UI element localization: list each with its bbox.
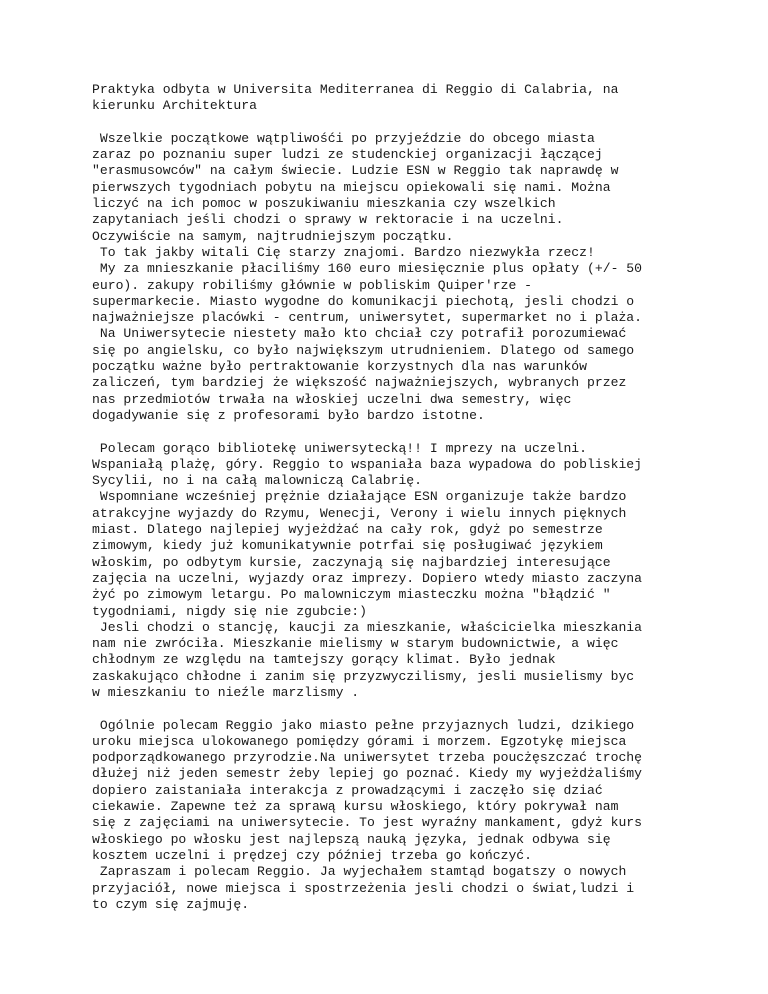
paragraph-gap bbox=[92, 424, 732, 440]
text-line: nam nie zwróciła. Mieszkanie mielismy w starym budownictwie, a więc bbox=[92, 636, 619, 652]
text-line: włoskim, po odbytym kursie, zaczynają się najbardziej interesujące bbox=[92, 554, 611, 570]
text-line: zimowym, kiedy już komunikatywnie potrfai się posługiwać językiem bbox=[92, 538, 603, 554]
text-line: to czym się zajmuję. bbox=[92, 896, 250, 912]
text-line: dogadywanie się z profesorami było bardzo istotne. bbox=[92, 407, 485, 423]
text-line: się z zajęciami na uniwersytecie. To jest wyraźny mankament, gdyż kurs bbox=[92, 815, 643, 831]
text-line: włoskiego po włosku jest najlepszą nauką języka, jednak odbywa się bbox=[92, 831, 611, 847]
text-line: Polecam gorąco bibliotekę uniwersytecką!! I mprezy na uczelni. bbox=[92, 440, 588, 456]
text-line: chłodnym ze względu na tamtejszy gorący klimat. Było jednak bbox=[92, 652, 556, 668]
text-line: zaliczeń, tym bardziej że większość najważniejszych, wybranych przez bbox=[92, 375, 627, 391]
text-line: zaskakująco chłodne i zanim się przyzwyczilismy, jesli musielismy byc bbox=[92, 668, 635, 684]
text-line: tygodniami, nigdy się nie zgubcie:) bbox=[92, 603, 368, 619]
text-line: miast. Dlatego najlepiej wyjeżdżać na cały rok, gdyż po semestrze bbox=[92, 522, 603, 538]
paragraph-gap bbox=[92, 115, 732, 131]
text-line: nas przedmiotów trwała na włoskiej uczelni dwa semestry, więc bbox=[92, 391, 572, 407]
text-line: najważniejsze placówki - centrum, uniwersytet, supermarket no i plaża. bbox=[92, 310, 643, 326]
text-line: Wszelkie początkowe wątpliwośći po przyjeździe do obcego miasta bbox=[92, 130, 595, 146]
text-line: Oczywiście na samym, najtrudniejszym początku. bbox=[92, 228, 454, 244]
text-line: dłużej niż jeden semestr żeby lepiej go poznać. Kiedy my wyjeżdżaliśmy bbox=[92, 766, 643, 782]
text-line: Wspaniałą plażę, góry. Reggio to wspaniała baza wypadowa do pobliskiej bbox=[92, 456, 643, 472]
text-line: Na Uniwersytecie niestety mało kto chciał czy potrafił porozumiewać bbox=[92, 326, 627, 342]
document-title bbox=[92, 82, 732, 115]
title-line: Praktyka odbyta w Universita Mediterranea di Reggio di Calabria, na bbox=[92, 82, 619, 97]
text-line: euro). zakupy robiliśmy głównie w pobliskim Quiper'rze - bbox=[92, 277, 533, 293]
text-line: kosztem uczelni i prędzej czy później trzeba go kończyć. bbox=[92, 847, 533, 863]
document-page bbox=[92, 82, 732, 913]
text-line: zajęcia na uczelni, wyjazdy oraz imprezy. Dopiero wtedy miasto zaczyna bbox=[92, 570, 643, 586]
text-line: atrakcyjne wyjazdy do Rzymu, Wenecji, Verony i wielu innych pięknych bbox=[92, 505, 627, 521]
text-line: Sycylii, no i na całą malowniczą Calabrię. bbox=[92, 473, 423, 489]
text-line: w mieszkaniu to nieźle marzlismy . bbox=[92, 684, 360, 700]
text-line: podporządkowanego przyrodzie.Na uniwersytet trzeba poucżęszczać trochę bbox=[92, 750, 643, 766]
text-line: Wspomniane wcześniej prężnie działające ESN organizuje także bardzo bbox=[92, 489, 627, 505]
text-line: pierwszych tygodniach pobytu na miejscu opiekowali się nami. Można bbox=[92, 179, 611, 195]
paragraph-summary bbox=[92, 718, 732, 914]
paragraph-gap bbox=[92, 701, 732, 717]
text-line: początku ważne było pertraktowanie korzystnych dla nas warunków bbox=[92, 359, 588, 375]
text-line: zaraz po poznaniu super ludzi ze studenckiej organizacji łączącej bbox=[92, 147, 603, 163]
text-line: liczyć na ich pomoc w poszukiwaniu mieszkania czy wszelkich bbox=[92, 196, 556, 212]
text-line: dopiero zaistaniała interakcja z prowadzącymi i zaczęło się dziać bbox=[92, 782, 603, 798]
text-line: Jesli chodzi o stancję, kaucji za mieszkanie, właścicielka mieszkania bbox=[92, 619, 643, 635]
paragraph-arrival bbox=[92, 131, 732, 424]
paragraph-recommendations bbox=[92, 441, 732, 702]
text-line: zapytaniach jeśli chodzi o sprawy w rektoracie i na uczelni. bbox=[92, 212, 564, 228]
text-line: supermarkecie. Miasto wygodne do komunikacji piechotą, jesli chodzi o bbox=[92, 293, 635, 309]
title-line: kierunku Architektura bbox=[92, 98, 258, 114]
text-line: ciekawie. Zapewne też za sprawą kursu włoskiego, który pokrywał nam bbox=[92, 799, 619, 815]
text-line: Zapraszam i polecam Reggio. Ja wyjechałem stamtąd bogatszy o nowych bbox=[92, 864, 627, 880]
text-line: "erasmusowców" na całym świecie. Ludzie ESN w Reggio tak naprawdę w bbox=[92, 163, 619, 179]
text-line: Ogólnie polecam Reggio jako miasto pełne przyjaznych ludzi, dzikiego bbox=[92, 717, 635, 733]
text-line: przyjaciół, nowe miejsca i spostrzeżenia jesli chodzi o świat,ludzi i bbox=[92, 880, 635, 896]
text-line: To tak jakby witali Cię starzy znajomi. Bardzo niezwykła rzecz! bbox=[92, 244, 595, 260]
text-line: żyć po zimowym letargu. Po malowniczym miasteczku można "błądzić " bbox=[92, 587, 611, 603]
text-line: uroku miejsca ulokowanego pomiędzy górami i morzem. Egzotykę miejsca bbox=[92, 733, 627, 749]
text-line: się po angielsku, co było największym utrudnieniem. Dlatego od samego bbox=[92, 342, 635, 358]
text-line: My za mnieszkanie płaciliśmy 160 euro miesięcznie plus opłaty (+/- 50 bbox=[92, 261, 643, 277]
